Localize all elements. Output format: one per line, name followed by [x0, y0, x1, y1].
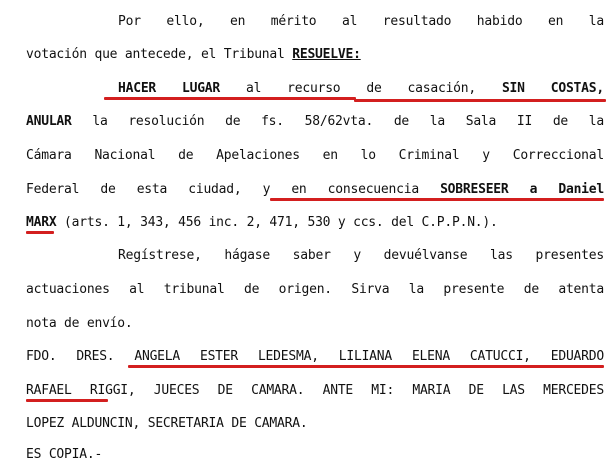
paragraph-2-line-5: MARX (arts. 1, 343, 456 inc. 2, 471, 530 y ccs. del C.P.P.N.). [26, 215, 498, 230]
paragraph-2-line-4: Federal de esta ciudad, y en consecuencia SOBRESEER a Daniel [26, 182, 605, 197]
paragraph-3-line-1: Regístrese, hágase saber y devuélvanse las presentes [118, 248, 604, 263]
paragraph-1-line-2: votación que antecede, el Tribunal RESUELVE: [26, 47, 361, 62]
paragraph-2-line-2: ANULAR la resolución de fs. 58/62vta. de la Sala II de la [26, 114, 604, 129]
resuelve-heading: RESUELVE: [292, 47, 361, 62]
paragraph-1-line-1: Por ello, en mérito al resultado habido en la [118, 14, 604, 29]
hacer-lugar-text: HACER LUGAR [118, 81, 221, 96]
paragraph-2-line-3: Cámara Nacional de Apelaciones en lo Criminal y Correccional [26, 148, 604, 163]
signatures-line-2: RAFAEL RIGGI, JUECES DE CAMARA. ANTE MI: MARIA DE LAS MERCEDES [26, 383, 604, 398]
marx-text: MARX [26, 215, 57, 230]
anular-text: ANULAR [26, 114, 72, 129]
highlight-underline [270, 198, 604, 201]
highlight-underline [104, 97, 356, 100]
paragraph-3-line-3: nota de envío. [26, 316, 133, 331]
highlight-underline [354, 99, 606, 102]
highlight-underline [26, 399, 108, 402]
sin-costas-text: SIN COSTAS, [501, 81, 604, 96]
paragraph-3-line-2: actuaciones al tribunal de origen. Sirva la presente de atenta [26, 282, 604, 297]
paragraph-2-line-1: HACER LUGAR al recurso de casación, SIN COSTAS, [118, 81, 604, 96]
signatures-line-3: LOPEZ ALDUNCIN, SECRETARIA DE CAMARA. [26, 416, 308, 431]
sobreseer-text: SOBRESEER a Daniel [440, 182, 605, 197]
highlight-underline [128, 365, 604, 368]
es-copia-line: ES COPIA.- [26, 447, 103, 462]
highlight-underline [26, 231, 54, 234]
signatures-line-1: FDO. DRES. ANGELA ESTER LEDESMA, LILIANA ELENA CATUCCI, EDUARDO [26, 349, 604, 364]
